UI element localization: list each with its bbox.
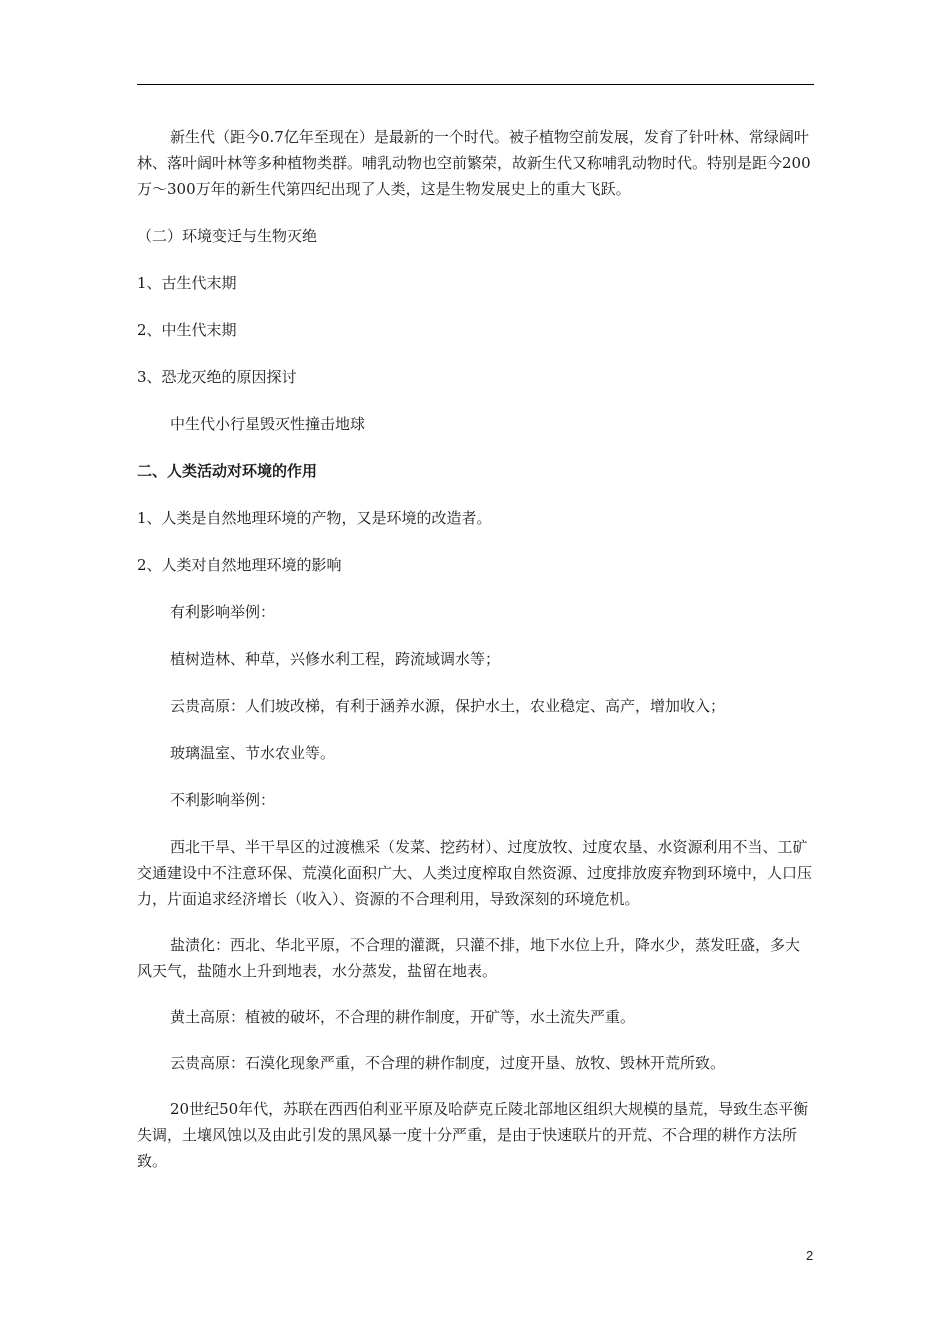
list-item-paleozoic-end: 1、古生代末期 xyxy=(137,274,237,292)
subheading-positive-examples: 有利影响举例： xyxy=(170,603,276,621)
paragraph-salinization: 盐渍化：西北、华北平原，不合理的灌溉，只灌不排，地下水位上升，降水少，蒸发旺盛，多大风天气，盐随水上升到地表，水分蒸发，盐留在地表。 xyxy=(137,936,801,980)
paragraph-northwest-arid: 西北干旱、半干旱区的过渡樵采（发菜、挖药材）、过度放牧、过度农垦、水资源利用不当、工矿交通建设中不注意环保、荒漠化面积广大、人类过度榨取自然资源、过度排放废弃物到环境中，人口压力，片面追求经济增长（收入）、资源的不合理利用，导致深刻的环境危机。 xyxy=(137,838,813,908)
header-rule xyxy=(137,84,814,85)
subheading-negative-examples: 不利影响举例： xyxy=(170,791,276,809)
list-item-human-product: 1、人类是自然地理环境的产物，又是环境的改造者。 xyxy=(137,509,492,527)
list-item-mesozoic-end: 2、中生代末期 xyxy=(137,321,237,339)
section-heading-human-activity: 二、人类活动对环境的作用 xyxy=(137,462,318,480)
paragraph-greenhouse: 玻璃温室、节水农业等。 xyxy=(170,744,336,762)
section-heading-environment-change: （二）环境变迁与生物灭绝 xyxy=(137,227,318,245)
document-body xyxy=(137,124,814,1195)
paragraph-afforestation: 植树造林、种草，兴修水利工程，跨流域调水等； xyxy=(170,650,501,668)
list-item-human-impact: 2、人类对自然地理环境的影响 xyxy=(137,556,342,574)
list-item-dinosaur-extinction: 3、恐龙灭绝的原因探讨 xyxy=(137,368,297,386)
paragraph-yungui-terraces: 云贵高原：人们坡改梯，有利于涵养水源，保护水土，农业稳定、高产，增加收入； xyxy=(170,697,726,715)
page-number: 2 xyxy=(806,1248,814,1263)
paragraph-soviet-reclamation: 20世纪50年代，苏联在西西伯利亚平原及哈萨克丘陵北部地区组织大规模的垦荒，导致生态平衡失调，土壤风蚀以及由此引发的黑风暴一度十分严重，是由于快速联片的开荒、不合理的耕作方法所致。 xyxy=(137,1100,809,1170)
paragraph-asteroid-impact: 中生代小行星毁灭性撞击地球 xyxy=(170,415,366,433)
paragraph-cenozoic: 新生代（距今0.7亿年至现在）是最新的一个时代。被子植物空前发展，发育了针叶林、常绿阔叶林、落叶阔叶林等多种植物类群。哺乳动物也空前繁荣，故新生代又称哺乳动物时代。特别是距今200万～300万年的新生代第四纪出现了人类，这是生物发展史上的重大飞跃。 xyxy=(137,128,811,198)
paragraph-loess-plateau: 黄土高原：植被的破坏，不合理的耕作制度，开矿等，水土流失严重。 xyxy=(170,1008,636,1026)
paragraph-yungui-rocky-desert: 云贵高原：石漠化现象严重，不合理的耕作制度，过度开垦、放牧、毁林开荒所致。 xyxy=(170,1054,726,1072)
